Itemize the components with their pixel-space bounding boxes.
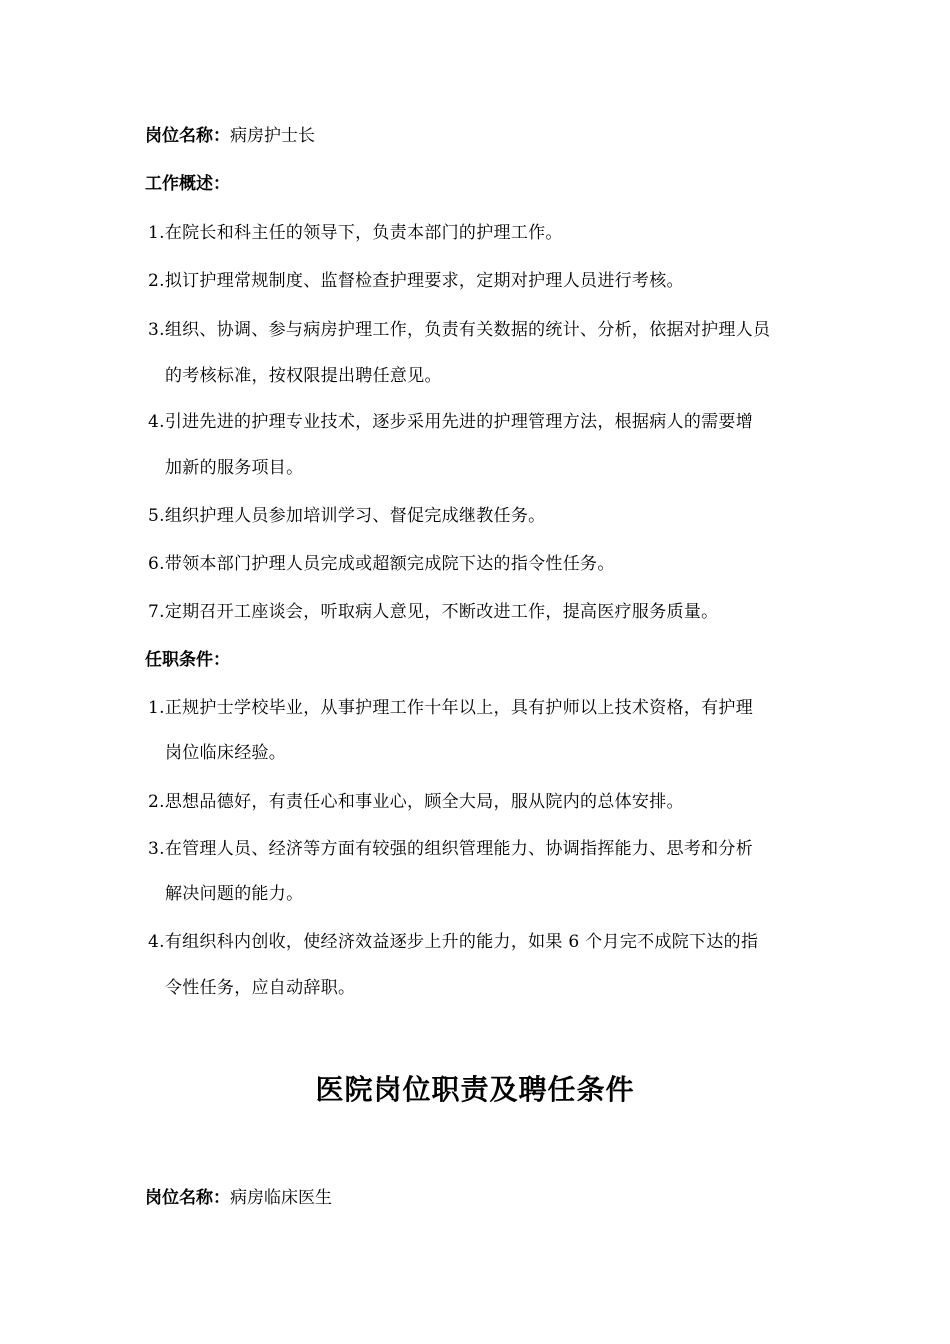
post-name-heading [145,124,315,148]
overview-item-number: 5. [148,506,165,526]
overview-item-number: 2. [148,271,165,291]
overview-item-text: 的考核标准，按权限提出聘任意见。 [165,366,442,386]
requirement-item-4 [148,930,758,954]
overview-item-text: 带领本部门护理人员完成或超额完成院下达的指令性任务。 [164,554,615,574]
requirement-item-number: 3. [148,839,165,859]
post-name-label: 岗位名称： [145,126,230,146]
overview-item-text: 引进先进的护理专业技术，逐步采用先进的护理管理方法，根据病人的需要增 [164,412,754,432]
overview-item-number: 6. [148,554,165,574]
overview-item-number: 1. [148,223,165,243]
requirement-item-text: 正规护士学校毕业，从事护理工作十年以上，具有护师以上技术资格，有护理 [164,698,754,718]
requirement-item-4-continuation [165,976,355,1000]
post-name-heading-2 [145,1186,332,1210]
requirement-item-text: 在管理人员、经济等方面有较强的组织管理能力、协调指挥能力、思考和分析 [164,839,754,859]
overview-item-1 [148,221,563,245]
overview-item-7 [148,600,718,624]
overview-item-number: 4. [148,412,165,432]
overview-item-5 [148,504,545,528]
overview-item-3 [148,318,770,342]
overview-item-number: 7. [148,602,165,622]
requirement-item-number: 4. [148,932,165,952]
overview-item-number: 3. [148,320,165,340]
overview-item-text: 拟订护理常规制度、监督检查护理要求，定期对护理人员进行考核。 [164,271,684,291]
overview-item-4-continuation [165,456,303,480]
overview-item-3-continuation [165,364,442,388]
overview-item-2 [148,269,684,293]
post-name-value: 病房临床医生 [230,1188,332,1208]
requirement-item-2 [148,790,684,814]
requirement-item-text: 岗位临床经验。 [165,743,287,763]
overview-heading [145,172,230,196]
requirement-item-3 [148,837,753,861]
overview-item-text: 加新的服务项目。 [165,458,304,478]
requirement-item-text: 思想品德好，有责任心和事业心，顾全大局，服从院内的总体安排。 [164,792,684,812]
overview-label: 工作概述： [145,174,230,194]
document-title: 医院岗位职责及聘任条件 [315,1073,635,1106]
overview-item-text: 定期召开工座谈会，听取病人意见，不断改进工作，提高医疗服务质量。 [164,602,719,622]
requirement-item-text: 有组织科内创收，使经济效益逐步上升的能力，如果 6 个月完不成院下达的指 [164,932,759,952]
overview-item-text: 在院长和科主任的领导下，负责本部门的护理工作。 [164,223,563,243]
requirement-item-3-continuation [165,882,303,906]
post-name-value: 病房护士长 [230,126,315,146]
overview-item-text: 组织、协调、参与病房护理工作，负责有关数据的统计、分析，依据对护理人员 [164,320,771,340]
requirement-item-number: 1. [148,698,165,718]
requirements-label: 任职条件： [145,650,230,670]
overview-item-4 [148,410,753,434]
overview-item-text: 组织护理人员参加培训学习、督促完成继教任务。 [164,506,546,526]
requirement-item-1-continuation [165,741,286,765]
requirement-item-1 [148,696,753,720]
overview-item-6 [148,552,615,576]
requirements-heading [145,648,230,672]
post-name-label: 岗位名称： [145,1188,230,1208]
requirement-item-text: 令性任务，应自动辞职。 [165,978,356,998]
requirement-item-text: 解决问题的能力。 [165,884,304,904]
requirement-item-number: 2. [148,792,165,812]
